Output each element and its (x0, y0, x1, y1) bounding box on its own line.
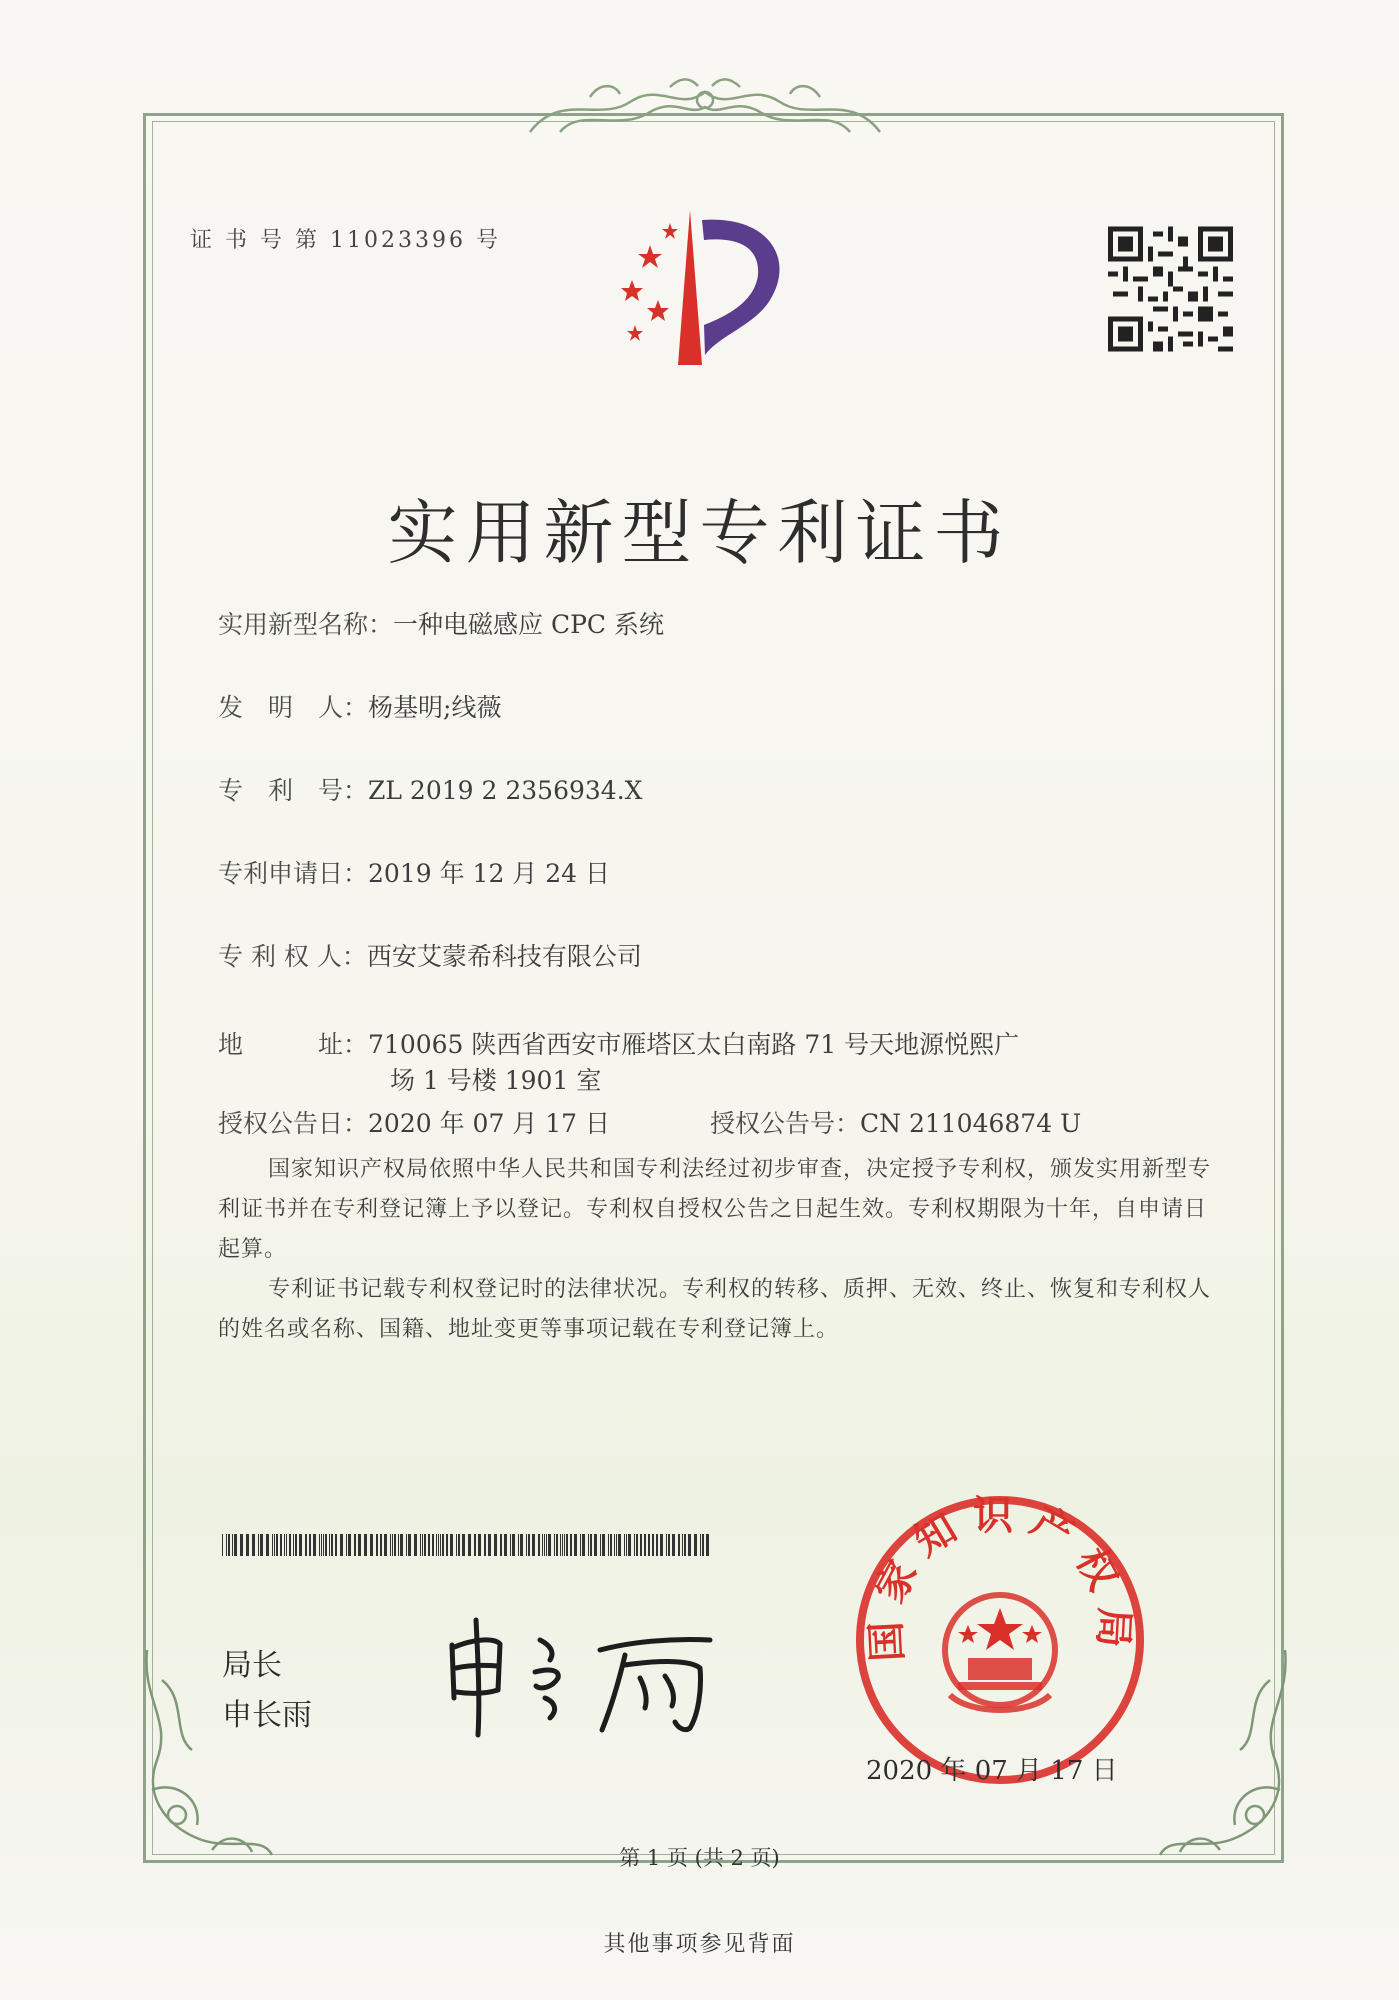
page-number: 第 1 页 (共 2 页) (619, 1846, 780, 1870)
legal-status-paragraph: 专利证书记载专利权登记时的法律状况。专利权的转移、质押、无效、终止、恢复和专利权人的姓名或名称、国籍、地址变更等事项记载在专利登记簿上。 (218, 1277, 1212, 1342)
certificate-title: 实用新型专利证书 (387, 491, 1012, 574)
field-utility-name (218, 605, 664, 641)
field-label: 授权公告日： (218, 1109, 369, 1138)
field-label: 专利申请日： (218, 859, 369, 888)
field-value: 一种电磁感应 CPC 系统 (393, 610, 664, 639)
field-value: 2020 年 07 月 17 日 (368, 1109, 610, 1138)
field-inventor (218, 688, 501, 724)
certificate-number: 证 书 号 第 11023396 号 (190, 228, 501, 253)
field-label: 授权公告号： (710, 1109, 861, 1138)
back-note: 其他事项参见背面 (603, 1932, 796, 1957)
bottom-right-ornament (1150, 1640, 1300, 1870)
field-label: 专 利 权 人： (218, 942, 367, 971)
field-patent-number (218, 771, 642, 807)
field-value: ZL 2019 2 2356934.X (368, 776, 643, 805)
field-announce-date (218, 1104, 610, 1140)
grant-paragraph: 国家知识产权局依照中华人民共和国专利法经过初步审查，决定授予专利权，颁发实用新型专利证书并在专利登记簿上予以登记。专利权自授权公告之日起生效。专利权期限为十年，自申请日起算。 (218, 1157, 1212, 1262)
director-signature (440, 1610, 730, 1740)
field-address-line2 (390, 1061, 601, 1097)
qr-code-icon (1108, 225, 1233, 353)
field-value: CN 211046874 U (860, 1109, 1082, 1138)
field-label: 地 址： (218, 1030, 369, 1059)
seal-date: 2020 年 07 月 17 日 (866, 1756, 1118, 1786)
field-label: 实用新型名称： (218, 610, 394, 639)
top-ornament (520, 72, 890, 142)
field-value: 710065 陕西省西安市雁塔区太白南路 71 号天地源悦熙广 (368, 1030, 1020, 1059)
field-value: 场 1 号楼 1901 室 (390, 1066, 602, 1095)
field-value: 杨基明;线薇 (368, 693, 502, 722)
barcode-icon (222, 1534, 712, 1556)
seal-text: 国家知识产权局 (862, 1492, 1138, 1663)
field-label: 发 明 人： (218, 693, 369, 722)
official-seal (850, 1490, 1150, 1790)
field-value: 西安艾蒙希科技有限公司 (366, 942, 642, 971)
field-application-date (218, 854, 610, 890)
director-name: 申长雨 (222, 1698, 312, 1733)
field-address (218, 1025, 1019, 1061)
patent-office-logo (620, 205, 820, 375)
field-announce-number (710, 1104, 1081, 1140)
field-patentee (218, 937, 642, 973)
director-title: 局长 (222, 1648, 282, 1683)
field-label: 专 利 号： (218, 776, 369, 805)
field-value: 2019 年 12 月 24 日 (368, 859, 610, 888)
